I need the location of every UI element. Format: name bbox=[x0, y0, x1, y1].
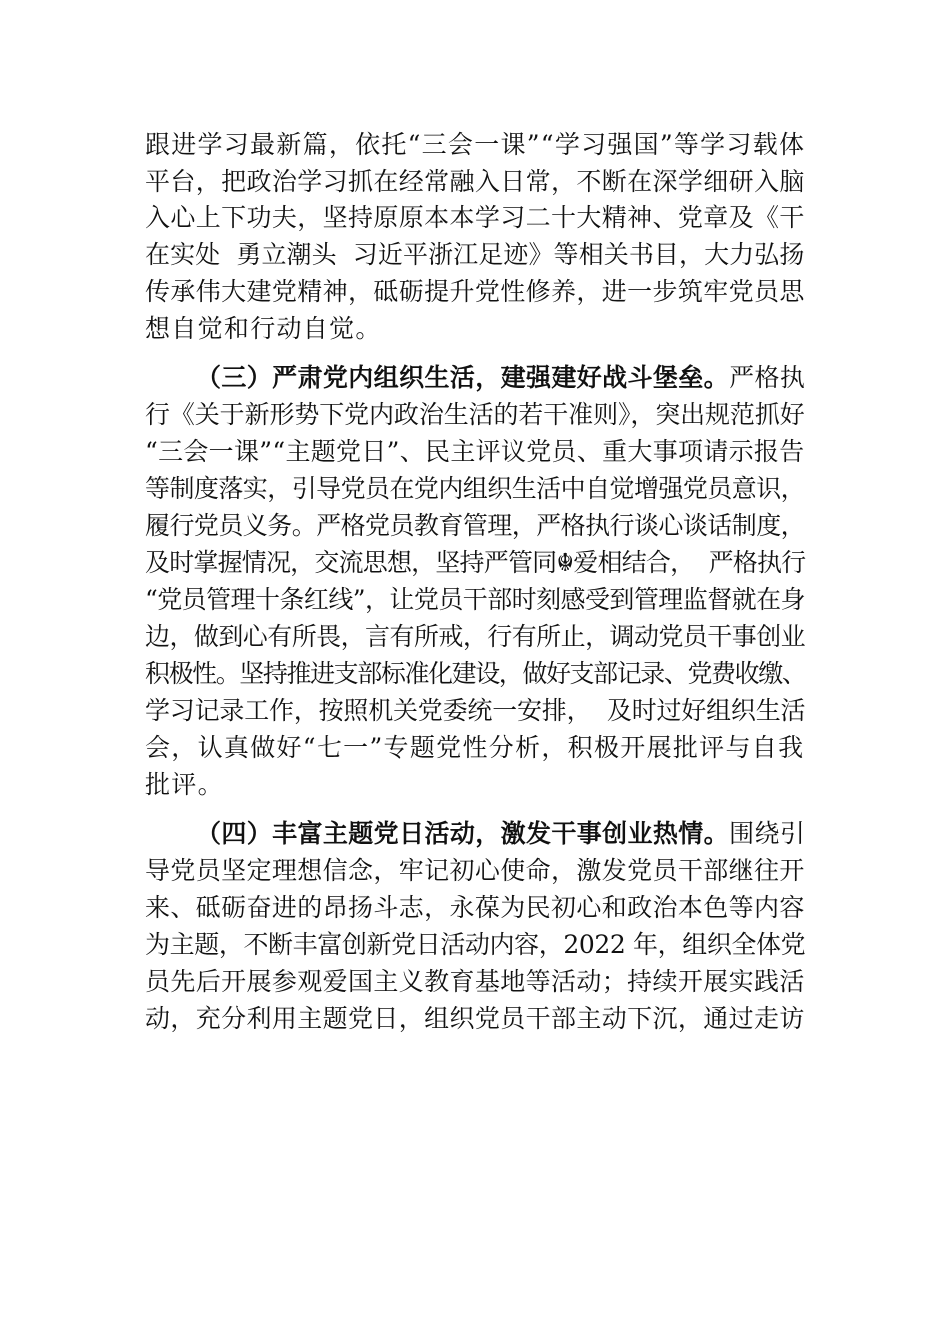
paragraph-line: 在实处 勇立潮头 习近平浙江足迹》等相关书目，大力弘扬 bbox=[145, 240, 805, 269]
paragraph-line: 等制度落实，引导党员在党内组织生活中自觉增强党员意识， bbox=[145, 474, 806, 503]
paragraph-line: 批评。 bbox=[145, 770, 224, 799]
paragraph-line: 履行党员义务。严格党员教育管理，严格执行谈心谈话制度， bbox=[145, 511, 806, 540]
paragraph-line: “党员管理十条红线”，让党员干部时刻感受到管理监督就在身 bbox=[145, 585, 805, 614]
section-3-heading: （三）严肃党内组织生活，建强建好战斗堡垒。 bbox=[196, 363, 730, 392]
paragraph-line: 学习记录工作，按照机关党委统一安排， 及时过好组织生活 bbox=[145, 696, 806, 725]
paragraph-line: 入心上下功夫，坚持原原本本学习二十大精神、党章及《干 bbox=[145, 203, 805, 232]
paragraph-line: 积极性。坚持推进支部标准化建设，做好支部记录、党费收缴、 bbox=[145, 659, 806, 688]
paragraph-line: 及时掌握情况，交流思想，坚持严管同☬爱相结合， 严格执行 bbox=[145, 548, 806, 577]
paragraph-line: 导党员坚定理想信念，牢记初心使命，激发党员干部继往开 bbox=[145, 856, 805, 885]
paragraph-line: 行《关于新形势下党内政治生活的若干准则》，突出规范抓好 bbox=[145, 400, 805, 429]
paragraph-line: “三会一课”“主题党日”、民主评议党员、重大事项请示报告 bbox=[145, 437, 805, 466]
section-3-first-line bbox=[196, 360, 805, 396]
paragraph-line: 跟进学习最新篇，依托“三会一课”“学习强国”等学习载体 bbox=[145, 130, 806, 159]
paragraph-line: 为主题，不断丰富创新党日活动内容，2022 年，组织全体党 bbox=[145, 930, 806, 959]
paragraph-line: 来、砥砺奋进的昂扬斗志，永葆为民初心和政治本色等内容 bbox=[145, 893, 805, 922]
paragraph-line: 平台，把政治学习抓在经常融入日常，不断在深学细研入脑 bbox=[145, 167, 805, 196]
section-4-first-line-text: 围绕引 bbox=[729, 819, 806, 848]
paragraph-line: 传承伟大建党精神，砥砺提升党性修养，进一步筑牢党员思 bbox=[145, 277, 805, 306]
paragraph-line: 动，充分利用主题党日，组织党员干部主动下沉，通过走访 bbox=[145, 1004, 805, 1033]
section-4-heading: （四）丰富主题党日活动，激发干事创业热情。 bbox=[196, 819, 730, 848]
paragraph-line: 员先后开展参观爱国主义教育基地等活动；持续开展实践活 bbox=[145, 967, 805, 996]
section-3-first-line-text: 严格执 bbox=[729, 363, 806, 392]
paragraph-line: 会，认真做好“七一”专题党性分析，积极开展批评与自我 bbox=[145, 733, 805, 762]
paragraph-line: 想自觉和行动自觉。 bbox=[145, 314, 382, 343]
section-4-first-line bbox=[196, 816, 805, 852]
paragraph-line: 边，做到心有所畏，言有所戒，行有所止，调动党员干事创业 bbox=[145, 622, 806, 651]
